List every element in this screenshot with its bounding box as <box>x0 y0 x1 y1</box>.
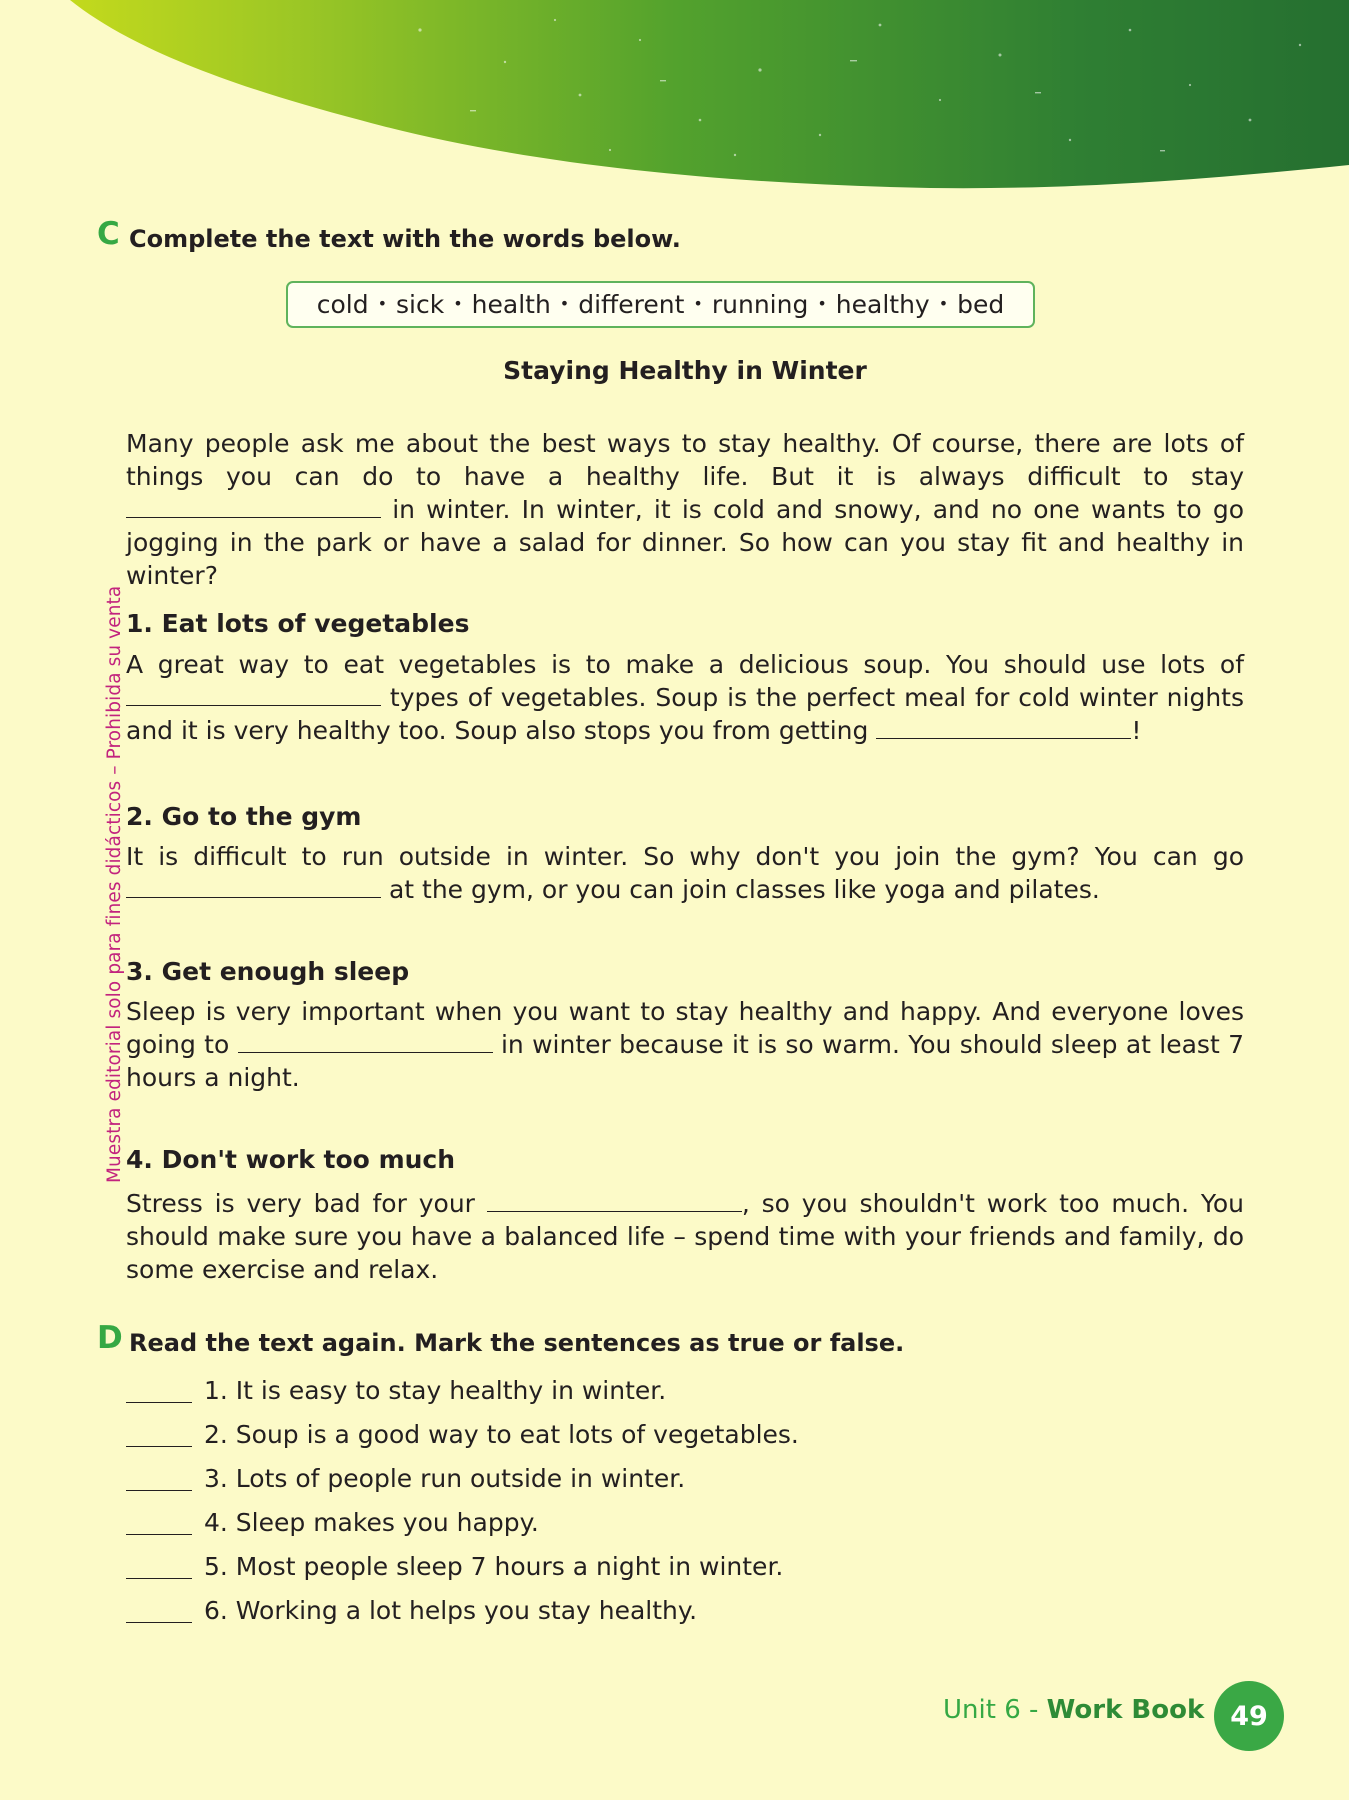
statement-text: 2. Soup is a good way to eat lots of vegetables. <box>204 1420 799 1449</box>
word-bank-word: healthy <box>835 290 930 319</box>
true-false-item <box>126 1552 799 1596</box>
article-title: Staying Healthy in Winter <box>503 356 867 385</box>
tip1-paragraph <box>126 648 1244 747</box>
statement-text: 6. Working a lot helps you stay healthy. <box>204 1596 698 1625</box>
true-false-item <box>126 1420 799 1464</box>
tip4-text: Stress is very bad for your <box>126 1189 475 1218</box>
tip2-text: It is difficult to run outside in winter. So why don't you join the gym? You can go <box>126 842 1244 871</box>
word-separator: • <box>559 294 570 313</box>
tip2-text: at the gym, or you can join classes like yoga and pilates. <box>388 875 1100 904</box>
word-bank <box>286 281 1035 328</box>
word-bank-word: sick <box>396 290 445 319</box>
answer-blank[interactable] <box>126 1596 192 1623</box>
word-separator: • <box>377 294 388 313</box>
page-number: 49 <box>1230 1700 1268 1732</box>
tip2-paragraph <box>126 840 1244 906</box>
tip1-text: A great way to eat vegetables is to make a delicious soup. You should use lots of <box>126 650 1244 679</box>
intro-text: Many people ask me about the best ways to stay healthy. Of course, there are lots of things you can do to have a healthy life. But it is always difficult to stay <box>126 429 1244 491</box>
statement-text: 3. Lots of people run outside in winter. <box>204 1464 686 1493</box>
footer-unit: Unit 6 - <box>943 1695 1039 1725</box>
statement-text: 5. Most people sleep 7 hours a night in winter. <box>204 1552 784 1581</box>
true-false-item <box>126 1464 799 1508</box>
tip1-text: types of vegetables. Soup is the perfect meal for cold winter nights and it is very healthy too. Soup also stops you from getting <box>126 683 1245 745</box>
section-c-title: Complete the text with the words below. <box>129 225 681 253</box>
page-number-badge <box>1214 1681 1284 1751</box>
true-false-item <box>126 1376 799 1420</box>
header-banner <box>0 0 1349 200</box>
word-bank-word: health <box>471 290 551 319</box>
statement-text: 4. Sleep makes you happy. <box>204 1508 539 1537</box>
fill-blank-3[interactable] <box>876 714 1131 739</box>
side-disclaimer: Muestra editorial solo para fines didácticos – Prohibida su venta <box>104 585 125 1183</box>
word-bank-word: bed <box>957 290 1005 319</box>
word-separator: • <box>693 294 703 313</box>
word-separator: • <box>453 294 463 313</box>
answer-blank[interactable] <box>126 1376 192 1403</box>
tip1-text: ! <box>1131 716 1142 745</box>
section-c-letter: C <box>97 216 120 252</box>
statement-text: 1. It is easy to stay healthy in winter. <box>204 1376 667 1405</box>
tip4-paragraph <box>126 1187 1244 1286</box>
tip3-heading: 3. Get enough sleep <box>126 957 410 986</box>
answer-blank[interactable] <box>126 1508 192 1535</box>
word-separator: • <box>817 294 827 313</box>
tip1-heading: 1. Eat lots of vegetables <box>126 609 470 638</box>
tip2-heading: 2. Go to the gym <box>126 802 362 831</box>
tip3-text: in winter because it is so warm. You should sleep at least 7 hours a night. <box>126 1030 1244 1092</box>
word-bank-word: different <box>578 290 685 319</box>
section-d-letter: D <box>97 1320 123 1356</box>
tip3-text: Sleep is very important when you want to stay healthy and happy. And everyone loves going to <box>126 997 1244 1059</box>
fill-blank-1[interactable] <box>126 493 381 518</box>
answer-blank[interactable] <box>126 1552 192 1579</box>
page-footer <box>943 1695 1204 1725</box>
answer-blank[interactable] <box>126 1464 192 1491</box>
true-false-list <box>126 1376 799 1640</box>
answer-blank[interactable] <box>126 1420 192 1447</box>
section-d-title: Read the text again. Mark the sentences as true or false. <box>129 1329 905 1357</box>
true-false-item <box>126 1508 799 1552</box>
fill-blank-4[interactable] <box>126 873 381 898</box>
intro-text: in winter. In winter, it is cold and snowy, and no one wants to go jogging in the park or have a salad for dinner. So how can you stay fit and healthy in winter? <box>126 495 1244 590</box>
word-bank-word: running <box>711 290 809 319</box>
article-intro <box>126 427 1244 592</box>
tip3-paragraph <box>126 995 1244 1094</box>
fill-blank-5[interactable] <box>238 1028 493 1053</box>
fill-blank-2[interactable] <box>126 681 381 706</box>
word-bank-word: cold <box>316 290 369 319</box>
footer-book: Work Book <box>1046 1695 1205 1725</box>
fill-blank-6[interactable] <box>487 1187 742 1212</box>
tip4-text: , so you shouldn't work too much. You should make sure you have a balanced life – spend time with your friends and family, do some exercise and relax. <box>126 1189 1245 1284</box>
true-false-item <box>126 1596 799 1640</box>
tip4-heading: 4. Don't work too much <box>126 1145 456 1174</box>
word-separator: • <box>938 294 949 313</box>
